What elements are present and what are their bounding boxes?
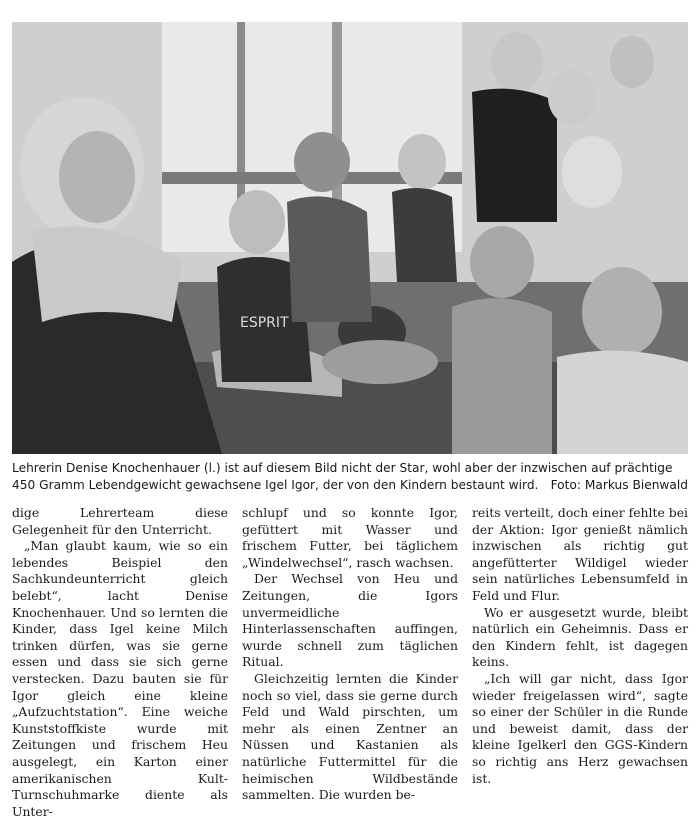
caption-text: Lehrerin Denise Knochenhauer (l.) ist auf diesem Bild nicht der Star, wohl aber der inzwischen auf prächtige 450 Gramm Lebendgewicht gewachsene Igel Igor, der von den Kindern bestaunt wird. <box>12 461 673 492</box>
paragraph: Der Wechsel von Heu und Zeitungen, die Igors unvermeidliche Hinterlassenschaften auffingen, wurde schnell zum täglichen Ritual. <box>242 571 458 670</box>
paragraph: Wo er ausgesetzt wurde, bleibt natürlich ein Geheimnis. Dass er den Kindern fehlt, ist dagegen keins. <box>472 604 688 670</box>
classroom-hedgehog-photo <box>12 22 688 454</box>
shirt-print: ESPRIT <box>240 315 289 331</box>
article-column-1 <box>12 505 228 819</box>
paragraph: dige Lehrerteam diese Gelegenheit für den Unterricht. <box>12 505 228 537</box>
article-column-2 <box>242 505 458 803</box>
photo-caption <box>12 460 688 494</box>
news-photo <box>12 22 688 454</box>
article-column-3 <box>472 505 688 786</box>
article-body <box>12 505 688 819</box>
photo-credit: Foto: Markus Bienwald <box>550 478 688 492</box>
paragraph: „Man glaubt kaum, wie so ein lebendes Beispiel den Sachkundeunterricht gleich belebt“, lacht Denise Knochenhauer. Und so lernten die Kinder, dass Igel keine Milch trinken dürfen, was sie gerne essen und dass sie sich gerne verstecken. Dazu bauten sie für Igor gleich eine kleine „Aufzuchtstation“. Eine weiche Kunststoffkiste wurde mit Zeitungen und frischem Heu ausgelegt, ein Karton einer amerikanischen Kult-Turnschuhmarke diente als Unter- <box>12 538 228 819</box>
paragraph: reits verteilt, doch einer fehlte bei der Aktion: Igor genießt nämlich inzwischen als richtig gut angefütterter Wildigel wieder sein natürliches Lebensumfeld in Feld und Flur. <box>472 505 688 603</box>
paragraph: „Ich will gar nicht, dass Igor wieder freigelassen wird“, sagte so einer der Schüler in die Runde und beweist damit, dass der kleine Igelkerl den GGS-Kindern so richtig ans Herz gewachsen ist. <box>472 670 688 786</box>
paragraph: Gleichzeitig lernten die Kinder noch so viel, dass sie gerne durch Feld und Wald pirschten, um mehr als einen Zentner an Nüssen und Kastanien als natürliche Futtermittel für die heimischen Wildbestände sammelten. Die wurden be- <box>242 670 458 803</box>
paragraph: schlupf und so konnte Igor, gefüttert mit Wasser und frischem Futter, bei täglichem „Windelwechsel“, rasch wachsen. <box>242 505 458 570</box>
